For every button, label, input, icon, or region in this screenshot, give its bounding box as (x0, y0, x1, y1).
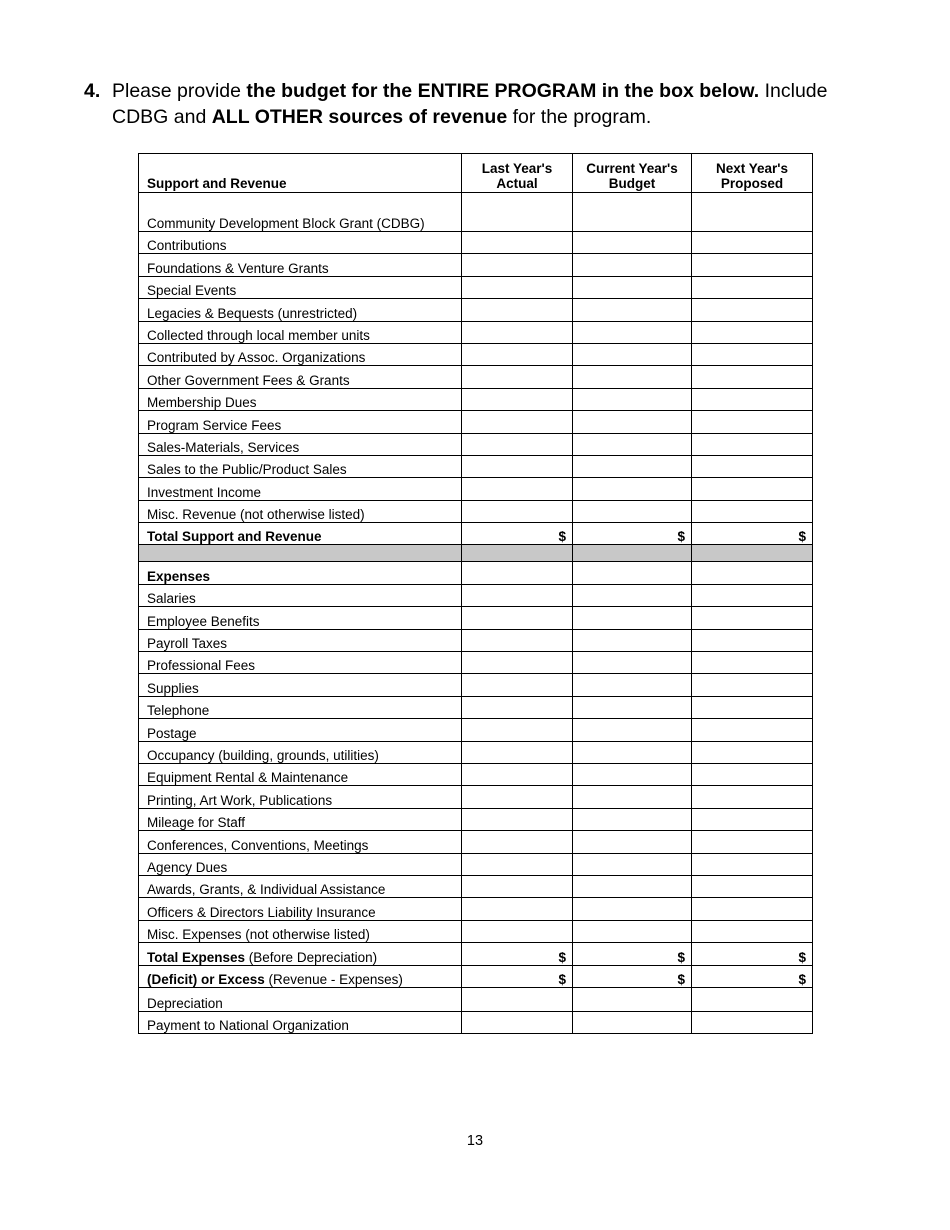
row-label: Officers & Directors Liability Insurance (139, 898, 462, 920)
entry-cell[interactable] (573, 674, 692, 696)
table-row (139, 696, 813, 718)
entry-cell[interactable] (573, 629, 692, 651)
row-label: Legacies & Bequests (unrestricted) (139, 299, 462, 321)
row-label: Mileage for Staff (139, 808, 462, 830)
entry-cell[interactable] (462, 433, 573, 455)
entry-cell[interactable] (692, 193, 813, 232)
entry-cell[interactable] (462, 875, 573, 897)
row-label: Sales to the Public/Product Sales (139, 455, 462, 477)
entry-cell[interactable] (692, 696, 813, 718)
entry-cell[interactable] (573, 232, 692, 254)
table-row (139, 831, 813, 853)
total-revenue-next-year[interactable]: $ (692, 523, 813, 545)
total-expenses-next-year[interactable]: $ (692, 943, 813, 965)
question-number: 4. (84, 80, 101, 102)
entry-cell[interactable] (692, 607, 813, 629)
total-expenses-last-year[interactable]: $ (462, 943, 573, 965)
question-text: Please provide the budget for the ENTIRE PROGRAM in the box below. Include CDBG and ALL OTHER sources of revenue for the program. (112, 80, 828, 128)
entry-cell[interactable] (573, 652, 692, 674)
row-label: Agency Dues (139, 853, 462, 875)
entry-cell[interactable] (462, 478, 573, 500)
header-last-year-actual: Last Year's Actual (462, 154, 573, 193)
budget-table (138, 153, 813, 1034)
entry-cell[interactable] (692, 763, 813, 785)
entry-cell[interactable] (573, 433, 692, 455)
entry-cell[interactable] (692, 433, 813, 455)
row-label: Contributions (139, 232, 462, 254)
table-row (139, 786, 813, 808)
row-label: Depreciation (139, 987, 462, 1011)
table-row (139, 763, 813, 785)
entry-cell[interactable] (462, 920, 573, 942)
entry-cell[interactable] (573, 478, 692, 500)
separator-cell (573, 545, 692, 562)
entry-cell[interactable] (462, 607, 573, 629)
entry-cell[interactable] (692, 674, 813, 696)
table-row (139, 478, 813, 500)
row-label: Community Development Block Grant (CDBG) (139, 193, 462, 232)
entry-cell[interactable] (462, 500, 573, 522)
entry-cell[interactable] (692, 652, 813, 674)
entry-cell[interactable] (692, 1011, 813, 1033)
entry-cell[interactable] (462, 741, 573, 763)
table-row (139, 719, 813, 741)
question-4 (84, 78, 884, 130)
entry-cell[interactable] (462, 808, 573, 830)
table-row (139, 853, 813, 875)
entry-cell[interactable] (462, 898, 573, 920)
row-label: Special Events (139, 276, 462, 298)
total-expenses-row (139, 943, 813, 965)
row-label: Investment Income (139, 478, 462, 500)
row-label: Foundations & Venture Grants (139, 254, 462, 276)
header-next-year-proposed: Next Year's Proposed (692, 154, 813, 193)
table-row (139, 652, 813, 674)
entry-cell[interactable] (462, 719, 573, 741)
table-row (139, 629, 813, 651)
total-revenue-last-year[interactable]: $ (462, 523, 573, 545)
entry-cell[interactable] (462, 652, 573, 674)
row-label: Professional Fees (139, 652, 462, 674)
entry-cell[interactable] (692, 388, 813, 410)
deficit-current-year[interactable]: $ (573, 965, 692, 987)
entry-cell[interactable] (692, 232, 813, 254)
entry-cell[interactable] (462, 584, 573, 606)
table-row (139, 674, 813, 696)
entry-cell[interactable] (573, 193, 692, 232)
table-row (139, 321, 813, 343)
table-row (139, 808, 813, 830)
entry-cell[interactable] (692, 741, 813, 763)
row-label: Salaries (139, 584, 462, 606)
entry-cell[interactable] (573, 831, 692, 853)
deficit-next-year[interactable]: $ (692, 965, 813, 987)
entry-cell[interactable] (692, 875, 813, 897)
entry-cell[interactable] (692, 562, 813, 584)
table-header-row (139, 154, 813, 193)
entry-cell[interactable] (462, 562, 573, 584)
entry-cell[interactable] (462, 299, 573, 321)
depreciation-row (139, 987, 813, 1011)
entry-cell[interactable] (573, 898, 692, 920)
row-label: Telephone (139, 696, 462, 718)
expenses-heading-row (139, 562, 813, 584)
entry-cell[interactable] (573, 607, 692, 629)
table-row (139, 920, 813, 942)
entry-cell[interactable] (692, 786, 813, 808)
entry-cell[interactable] (462, 276, 573, 298)
entry-cell[interactable] (692, 276, 813, 298)
entry-cell[interactable] (573, 786, 692, 808)
entry-cell[interactable] (462, 696, 573, 718)
row-label: Awards, Grants, & Individual Assistance (139, 875, 462, 897)
entry-cell[interactable] (462, 411, 573, 433)
entry-cell[interactable] (462, 321, 573, 343)
row-label: (Deficit) or Excess (Revenue - Expenses) (139, 965, 462, 987)
deficit-last-year[interactable]: $ (462, 965, 573, 987)
separator-cell (692, 545, 813, 562)
total-expenses-current-year[interactable]: $ (573, 943, 692, 965)
entry-cell[interactable] (462, 763, 573, 785)
table-row (139, 388, 813, 410)
entry-cell[interactable] (462, 786, 573, 808)
entry-cell[interactable] (692, 343, 813, 365)
entry-cell[interactable] (462, 831, 573, 853)
entry-cell[interactable] (573, 388, 692, 410)
table-row (139, 455, 813, 477)
table-row (139, 500, 813, 522)
row-label: Program Service Fees (139, 411, 462, 433)
row-label: Total Support and Revenue (139, 523, 462, 545)
separator-row (139, 545, 813, 562)
entry-cell[interactable] (573, 254, 692, 276)
row-label: Misc. Revenue (not otherwise listed) (139, 500, 462, 522)
row-label: Occupancy (building, grounds, utilities) (139, 741, 462, 763)
entry-cell[interactable] (692, 629, 813, 651)
entry-cell[interactable] (692, 898, 813, 920)
entry-cell[interactable] (692, 366, 813, 388)
entry-cell[interactable] (692, 920, 813, 942)
entry-cell[interactable] (462, 987, 573, 1011)
row-label: Conferences, Conventions, Meetings (139, 831, 462, 853)
entry-cell[interactable] (692, 455, 813, 477)
entry-cell[interactable] (573, 500, 692, 522)
entry-cell[interactable] (573, 366, 692, 388)
entry-cell[interactable] (573, 763, 692, 785)
entry-cell[interactable] (692, 808, 813, 830)
table-row (139, 299, 813, 321)
table-row (139, 898, 813, 920)
entry-cell[interactable] (462, 1011, 573, 1033)
entry-cell[interactable] (692, 831, 813, 853)
entry-cell[interactable] (573, 853, 692, 875)
row-label: Contributed by Assoc. Organizations (139, 343, 462, 365)
entry-cell[interactable] (462, 674, 573, 696)
entry-cell[interactable] (462, 232, 573, 254)
header-support-revenue: Support and Revenue (139, 154, 462, 193)
total-revenue-row (139, 523, 813, 545)
table-row (139, 433, 813, 455)
entry-cell[interactable] (573, 987, 692, 1011)
entry-cell[interactable] (462, 388, 573, 410)
entry-cell[interactable] (692, 299, 813, 321)
row-label: Misc. Expenses (not otherwise listed) (139, 920, 462, 942)
entry-cell[interactable] (573, 584, 692, 606)
entry-cell[interactable] (573, 1011, 692, 1033)
row-label: Sales-Materials, Services (139, 433, 462, 455)
row-label: Other Government Fees & Grants (139, 366, 462, 388)
entry-cell[interactable] (692, 478, 813, 500)
entry-cell[interactable] (692, 254, 813, 276)
entry-cell[interactable] (462, 343, 573, 365)
entry-cell[interactable] (692, 853, 813, 875)
entry-cell[interactable] (573, 343, 692, 365)
entry-cell[interactable] (462, 455, 573, 477)
separator-cell (462, 545, 573, 562)
row-label: Payment to National Organization (139, 1011, 462, 1033)
row-label: Membership Dues (139, 388, 462, 410)
entry-cell[interactable] (573, 719, 692, 741)
entry-cell[interactable] (573, 411, 692, 433)
entry-cell[interactable] (462, 629, 573, 651)
entry-cell[interactable] (573, 808, 692, 830)
entry-cell[interactable] (462, 254, 573, 276)
table-row (139, 366, 813, 388)
row-label: Payroll Taxes (139, 629, 462, 651)
header-current-year-budget: Current Year's Budget (573, 154, 692, 193)
entry-cell[interactable] (692, 500, 813, 522)
table-row (139, 584, 813, 606)
entry-cell[interactable] (573, 920, 692, 942)
entry-cell[interactable] (462, 366, 573, 388)
table-row (139, 254, 813, 276)
table-row (139, 741, 813, 763)
entry-cell[interactable] (573, 741, 692, 763)
entry-cell[interactable] (692, 584, 813, 606)
payment-national-row (139, 1011, 813, 1033)
entry-cell[interactable] (573, 696, 692, 718)
entry-cell[interactable] (573, 455, 692, 477)
entry-cell[interactable] (462, 853, 573, 875)
table-row (139, 193, 813, 232)
entry-cell[interactable] (692, 719, 813, 741)
entry-cell[interactable] (692, 411, 813, 433)
row-label: Total Expenses (Before Depreciation) (139, 943, 462, 965)
separator-cell (139, 545, 462, 562)
table-row (139, 411, 813, 433)
row-label: Supplies (139, 674, 462, 696)
row-label: Collected through local member units (139, 321, 462, 343)
entry-cell[interactable] (462, 193, 573, 232)
entry-cell[interactable] (573, 276, 692, 298)
entry-cell[interactable] (573, 562, 692, 584)
page-number: 13 (466, 1133, 484, 1149)
row-label: Equipment Rental & Maintenance (139, 763, 462, 785)
table-row (139, 875, 813, 897)
deficit-excess-row (139, 965, 813, 987)
row-label: Printing, Art Work, Publications (139, 786, 462, 808)
row-label: Employee Benefits (139, 607, 462, 629)
entry-cell[interactable] (573, 299, 692, 321)
total-revenue-current-year[interactable]: $ (573, 523, 692, 545)
table-row (139, 276, 813, 298)
entry-cell[interactable] (573, 321, 692, 343)
row-label: Postage (139, 719, 462, 741)
table-row (139, 343, 813, 365)
entry-cell[interactable] (692, 987, 813, 1011)
table-row (139, 232, 813, 254)
table-row (139, 607, 813, 629)
entry-cell[interactable] (692, 321, 813, 343)
expenses-heading: Expenses (139, 562, 462, 584)
entry-cell[interactable] (573, 875, 692, 897)
